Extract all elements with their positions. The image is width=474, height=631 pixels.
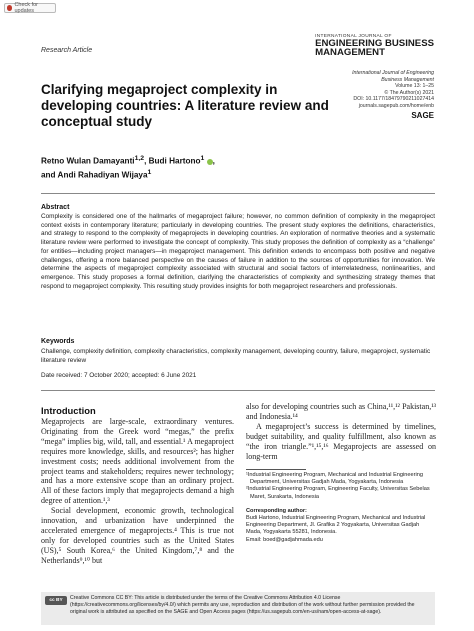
footnote-divider xyxy=(246,469,306,470)
license-box xyxy=(41,592,435,625)
affiliation-1: ¹Industrial Engineering Program, Mechanical and Industrial Engineering Department, Universitas Gadjah Mada, Yogyakarta, Indonesia xyxy=(246,472,423,486)
article-dates: Date received: 7 October 2020; accepted: 6 June 2021 xyxy=(41,372,197,379)
cc-by-icon[interactable]: cc BY xyxy=(45,596,67,605)
update-icon xyxy=(7,5,12,11)
body-column-right xyxy=(246,402,436,461)
journal-logo xyxy=(315,34,434,57)
publisher-logo: SAGE xyxy=(411,111,434,120)
volume-info: Volume 13: 1–25 xyxy=(395,83,434,89)
abstract-text: Complexity is considered one of the hallmarks of megaproject failure; however, no common definition of complexity in the megaproject context exists in contemporary literature; particularly in developing countries. The present study explores the definitions, characteristics, and strategy to respond to the complexity of megaprojects in developing countries. An exploration of normative theories and a systematic literature review were performed to investigate the concept of complexity. This study proposes the definition of complexity as a “challenge” for entities—including project managers—in megaproject management. This definition extends to encompass both positive and negative challenges, offering a more balanced perspective on the causes of failure in addition to the sources of opportunities for innovation. We determine the aspects of megaproject complexity associated with structural and social factors of interrelatedness, nonlinearities, and emergence. This study proposes a formal definition, clarifying the characteristics of complexity and synthesizing strategy themes that respond to megaproject complexity. This resulting study provides insights for both megaproject researchers and professionals. xyxy=(41,213,435,290)
divider xyxy=(41,390,435,391)
author-separator: , xyxy=(144,156,149,166)
license-text: Creative Commons CC BY: This article is distributed under the terms of the Creative Commons Attribution 4.0 License (https://creativecommons.org/licenses/by/4.0/) which permits any use, reproduction and distribution of the work without further permission provided the original work is attributed as specified on the SAGE and Open Access pages (https://us.sagepub.com/en-us/nam/open-access-at-sage). xyxy=(70,595,415,615)
author-name[interactable]: and Andi Rahadiyan Wijaya xyxy=(41,170,148,180)
author-affiliation: 1 xyxy=(200,155,205,162)
journal-url[interactable]: journals.sagepub.com/home/enb xyxy=(358,102,434,109)
corresponding-author-heading: Corresponding author: xyxy=(246,507,307,514)
journal-name-line2: Business Management xyxy=(381,76,434,83)
check-for-updates-badge[interactable] xyxy=(4,3,56,13)
author-affiliation: 1,2 xyxy=(134,155,145,162)
introduction-heading: Introduction xyxy=(41,405,96,416)
orcid-icon[interactable] xyxy=(207,159,213,165)
keywords-text: Challenge, complexity definition, complexity characteristics, complexity management, developing country, failure, megaproject, systematic literature review xyxy=(41,348,431,364)
journal-meta xyxy=(352,70,434,120)
author-name[interactable]: Budi Hartono xyxy=(148,156,201,166)
copyright-info: © The Author(s) 2021 xyxy=(384,89,434,96)
article-type: Research Article xyxy=(41,47,93,54)
affiliations-footnotes xyxy=(246,472,436,544)
divider xyxy=(41,193,435,194)
corresponding-author-text: Budi Hartono, Industrial Engineering Program, Mechanical and Industrial Engineering Department, Jl. Grafika 2 Yogyakarta, Universitas Gadjah Mada, Yogyakarta 55281, Indonesia. xyxy=(246,515,426,536)
keywords-heading: Keywords xyxy=(41,338,75,345)
affiliation-2: ²Industrial Engineering Program, Engineering Faculty, Universitas Sebelas Maret, Surakarta, Indonesia xyxy=(246,486,430,500)
check-for-updates-label: Check for updates xyxy=(14,2,38,14)
author-name[interactable]: Retno Wulan Damayanti xyxy=(41,156,135,166)
paragraph: Social development, economic growth, technological innovation, and urbanization have underpinned the accelerated emergence of megaprojects.⁴ This is true not only for developed countries such as the United States (US),⁵ South Korea,⁶ the United Kingdom,⁷,⁸ and the Netherlands⁹,¹⁰ but xyxy=(41,506,234,565)
doi-link[interactable]: DOI: 10.1177/18479790211027414 xyxy=(353,96,434,102)
journal-name-line1: International Journal of Engineering xyxy=(352,70,434,76)
author-list: Retno Wulan Damayanti$^{1,2}$, Budi Hartono$^1$ , and Andi Rahadiyan Wijaya$^1$ xyxy=(41,155,215,180)
journal-logo-line2: ENGINEERING BUSINESS xyxy=(315,38,434,49)
corresponding-author-email[interactable]: Email: boed@gadjahmada.edu xyxy=(246,536,323,543)
paragraph: also for developing countries such as China,¹¹,¹² Pakistan,¹³ and Indonesia.¹⁴ xyxy=(246,402,436,421)
paragraph: Megaprojects are large-scale, extraordinary ventures. Originating from the Greek word “megas,” the prefix “mega” implies big, wild, tall, and essential.¹ A megaproject requires more knowledge, skills, and resources²; has higher investment costs; needs additional involvement from the project teams and stakeholders; requires newer technology; and has a more extensive scope than an ordinary project. All of these factors imply that megaprojects demand a high degree of attention.¹,³ xyxy=(41,417,234,506)
paragraph: A megaproject’s success is determined by timelines, budget suitability, and quality fulfillment, also known as “the iron triangle.”¹,¹⁵,¹⁶ Megaprojects are assessed on long-term xyxy=(246,421,436,461)
body-column-left xyxy=(41,417,234,566)
author-affiliation: 1 xyxy=(147,168,152,176)
journal-logo-line3: MANAGEMENT xyxy=(315,47,385,58)
article-title: Clarifying megaproject complexity in developing countries: A literature review and conceptual study xyxy=(41,82,329,129)
abstract-heading: Abstract xyxy=(41,204,70,211)
journal-logo-line1: INTERNATIONAL JOURNAL OF xyxy=(315,34,392,39)
